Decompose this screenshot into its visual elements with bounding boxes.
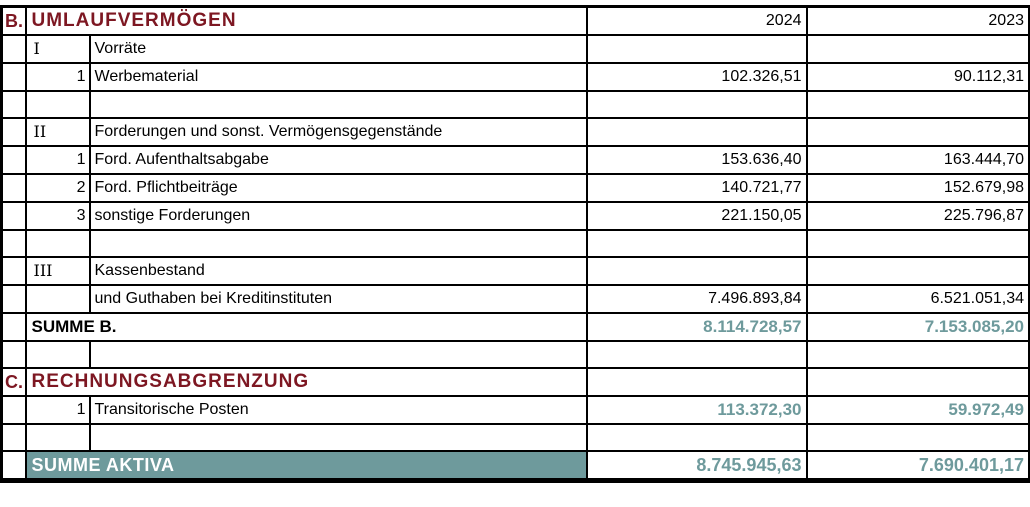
- value-2024-cell: 221.150,05: [587, 202, 807, 230]
- value-2023-cell: 7.153.085,20: [807, 313, 1030, 341]
- spacer-cell: [26, 424, 90, 451]
- table-row: [2, 35, 1030, 63]
- row-label-cell: Vorräte: [90, 35, 587, 63]
- spacer-cell: [2, 91, 26, 118]
- row-label-cell: Werbematerial: [90, 63, 587, 91]
- value-2023-cell: 90.112,31: [807, 63, 1030, 91]
- row-index-cell: II: [26, 118, 90, 146]
- spacer-cell: [26, 230, 90, 257]
- row-label-cell: und Guthaben bei Kreditinstituten: [90, 285, 587, 313]
- table-row: [2, 451, 1030, 481]
- value-2023-cell: 225.796,87: [807, 202, 1030, 230]
- table-row: [2, 202, 1030, 230]
- spacer-cell: [90, 230, 587, 257]
- value-2023-cell: 59.972,49: [807, 396, 1030, 424]
- value-2024-cell: [587, 257, 807, 285]
- spacer-cell: [587, 91, 807, 118]
- table-row: [2, 424, 1030, 451]
- row-letter-cell: [2, 174, 26, 202]
- table-row: [2, 174, 1030, 202]
- spacer-cell: [807, 424, 1030, 451]
- value-2024-cell: 153.636,40: [587, 146, 807, 174]
- value-2024-cell: 102.326,51: [587, 63, 807, 91]
- row-letter-cell: [2, 202, 26, 230]
- spacer-cell: [807, 341, 1030, 368]
- table-row: [2, 313, 1030, 341]
- row-label-cell: Ford. Aufenthaltsabgabe: [90, 146, 587, 174]
- row-letter-cell: [2, 285, 26, 313]
- row-label-cell: Forderungen und sonst. Vermögensgegenstände: [90, 118, 587, 146]
- table-row: [2, 230, 1030, 257]
- spacer-cell: [587, 424, 807, 451]
- table-row: [2, 146, 1030, 174]
- row-index-cell: I: [26, 35, 90, 63]
- row-letter-cell: [2, 35, 26, 63]
- row-index-cell: 3: [26, 202, 90, 230]
- row-index-cell: [26, 285, 90, 313]
- spacer-cell: [2, 341, 26, 368]
- row-letter-cell: [2, 313, 26, 341]
- section-title: UMLAUFVERMÖGEN: [26, 7, 587, 36]
- value-2024-cell: 2024: [587, 7, 807, 36]
- spacer-cell: [587, 230, 807, 257]
- value-2023-cell: [807, 368, 1030, 396]
- row-label-cell: Kassenbestand: [90, 257, 587, 285]
- spacer-cell: [90, 91, 587, 118]
- spacer-cell: [90, 424, 587, 451]
- value-2024-cell: 113.372,30: [587, 396, 807, 424]
- spacer-cell: [2, 230, 26, 257]
- value-2023-cell: [807, 257, 1030, 285]
- spacer-cell: [807, 230, 1030, 257]
- row-letter-cell: [2, 396, 26, 424]
- row-index-cell: 2: [26, 174, 90, 202]
- table-row: [2, 91, 1030, 118]
- value-2023-cell: 152.679,98: [807, 174, 1030, 202]
- value-2024-cell: [587, 118, 807, 146]
- value-2024-cell: 140.721,77: [587, 174, 807, 202]
- row-index-cell: 1: [26, 63, 90, 91]
- value-2024-cell: 8.114.728,57: [587, 313, 807, 341]
- table-row: [2, 118, 1030, 146]
- value-2024-cell: [587, 35, 807, 63]
- sum-title: SUMME B.: [26, 313, 587, 341]
- section-letter: C.: [2, 368, 26, 396]
- value-2024-cell: [587, 368, 807, 396]
- balance-sheet-table: [0, 5, 1030, 483]
- value-2023-cell: 163.444,70: [807, 146, 1030, 174]
- row-index-cell: 1: [26, 396, 90, 424]
- value-2024-cell: 8.745.945,63: [587, 451, 807, 481]
- table-row: [2, 63, 1030, 91]
- total-left-cell: [2, 451, 26, 481]
- table-row: [2, 257, 1030, 285]
- value-2023-cell: 7.690.401,17: [807, 451, 1030, 481]
- table-row: [2, 368, 1030, 396]
- value-2024-cell: 7.496.893,84: [587, 285, 807, 313]
- value-2023-cell: 2023: [807, 7, 1030, 36]
- row-label-cell: Ford. Pflichtbeiträge: [90, 174, 587, 202]
- section-title: RECHNUNGSABGRENZUNG: [26, 368, 587, 396]
- spacer-cell: [26, 91, 90, 118]
- section-letter: B.: [2, 7, 26, 36]
- spacer-cell: [90, 341, 587, 368]
- spacer-cell: [26, 341, 90, 368]
- row-label-cell: sonstige Forderungen: [90, 202, 587, 230]
- table-row: [2, 285, 1030, 313]
- row-letter-cell: [2, 63, 26, 91]
- row-letter-cell: [2, 118, 26, 146]
- value-2023-cell: [807, 35, 1030, 63]
- row-index-cell: 1: [26, 146, 90, 174]
- row-label-cell: Transitorische Posten: [90, 396, 587, 424]
- table-row: [2, 341, 1030, 368]
- spacer-cell: [587, 341, 807, 368]
- value-2023-cell: 6.521.051,34: [807, 285, 1030, 313]
- value-2023-cell: [807, 118, 1030, 146]
- table-row: [2, 7, 1030, 36]
- row-index-cell: III: [26, 257, 90, 285]
- spacer-cell: [807, 91, 1030, 118]
- row-letter-cell: [2, 146, 26, 174]
- balance-table-body: [2, 7, 1030, 481]
- table-row: [2, 396, 1030, 424]
- total-title: SUMME AKTIVA: [26, 451, 587, 481]
- row-letter-cell: [2, 257, 26, 285]
- spacer-cell: [2, 424, 26, 451]
